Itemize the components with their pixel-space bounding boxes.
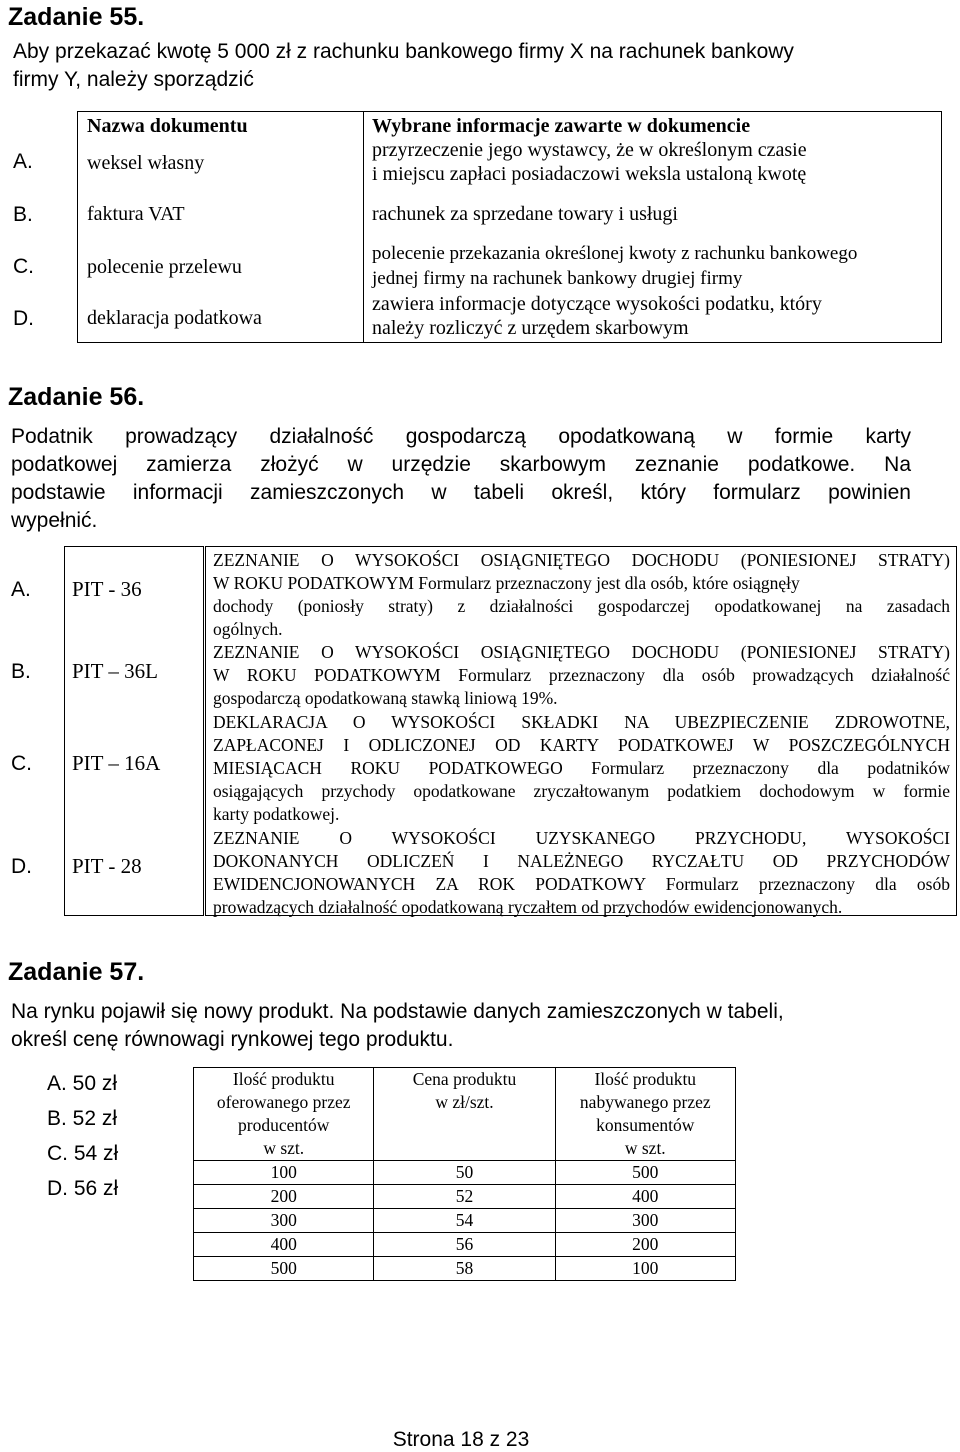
table-header-row [194, 1068, 736, 1161]
desc-line: dochody (poniosły straty) z działalności gospodarczej opodatkowanej na zasadach [213, 596, 950, 616]
desc-line: EWIDENCJONOWANYCH ZA ROK PODATKOWY Formularz przeznaczony dla osób [213, 874, 950, 894]
answer-a[interactable]: A. 50 zł [47, 1072, 118, 1095]
cell-demand: 400 [555, 1185, 735, 1209]
question-line: Podatnik prowadzący działalność gospodarczą opodatkowaną w formie karty [11, 425, 911, 448]
cell-supply: 300 [194, 1209, 374, 1233]
header-line: producentów [238, 1115, 330, 1135]
question-line: podstawie informacji zamieszczonych w tabeli określ, który formularz powinien [11, 481, 911, 504]
question-line: Aby przekazać kwotę 5 000 zł z rachunku bankowego firmy X na rachunek bankowy [13, 40, 794, 63]
cell-supply: 200 [194, 1185, 374, 1209]
info-line: i miejscu zapłaci posiadaczowi weksla ustaloną kwotę [372, 163, 807, 185]
option-b-letter[interactable]: B. [11, 660, 31, 683]
question-line: określ cenę równowagi rynkowej tego produktu. [11, 1028, 454, 1051]
desc-line: ZAPŁACONEJ I ODLICZONEJ OD KARTY PODATKOWEJ W POSZCZEGÓLNYCH [213, 735, 950, 755]
question-line: Na rynku pojawił się nowy produkt. Na podstawie danych zamieszczonych w tabeli, [11, 1000, 784, 1023]
table-row [194, 1257, 736, 1281]
option-a-letter[interactable]: A. [11, 578, 31, 601]
option-a-form: PIT - 36 [72, 577, 142, 601]
option-d-description [213, 827, 950, 919]
cell-demand: 100 [555, 1257, 735, 1281]
cell-price: 58 [374, 1257, 555, 1281]
task55-question [13, 38, 943, 94]
header-line: Cena produktu [412, 1069, 517, 1089]
header-line: konsumentów [596, 1115, 695, 1135]
header-line: nabywanego przez [579, 1092, 711, 1112]
desc-line: karty podatkowej. [213, 804, 340, 824]
option-b-description [213, 641, 950, 710]
market-table [193, 1067, 736, 1281]
table-row [194, 1209, 736, 1233]
option-b-form: PIT – 36L [72, 659, 158, 683]
option-d-document: deklaracja podatkowa [87, 307, 262, 329]
option-d-form: PIT - 28 [72, 854, 142, 878]
option-a-document: weksel własny [87, 152, 205, 174]
table-row [194, 1233, 736, 1257]
question-line: wypełnić. [11, 509, 98, 532]
option-d-letter[interactable]: D. [13, 307, 34, 330]
cell-price: 50 [374, 1161, 555, 1185]
info-line: polecenie przekazania określonej kwoty z rachunku bankowego [372, 243, 858, 264]
cell-price: 52 [374, 1185, 555, 1209]
header-line: w zł/szt. [435, 1092, 494, 1112]
desc-line: gospodarczą opodatkowaną stawką liniową 19%. [213, 688, 558, 708]
desc-line: osiągających przychody opodatkowane zryczałtowanym podatkiem dochodowym w formie [213, 781, 950, 801]
cell-price: 56 [374, 1233, 555, 1257]
question-line: firmy Y, należy sporządzić [13, 68, 254, 91]
desc-line: ogólnych. [213, 619, 283, 639]
desc-line: prowadzących działalność opodatkowaną ryczałtem od przychodów ewidencjonowanych. [213, 897, 843, 917]
header-price [374, 1068, 555, 1161]
desc-line: DOKONANYCH ODLICZEŃ I NALEŻNEGO RYCZAŁTU OD PRZYCHODÓW [213, 851, 950, 871]
option-c-document: polecenie przelewu [87, 256, 242, 278]
option-c-form: PIT – 16A [72, 751, 161, 775]
desc-line: DEKLARACJA O WYSOKOŚCI SKŁADKI NA UBEZPIECZENIE ZDROWOTNE, [213, 712, 950, 732]
cell-supply: 400 [194, 1233, 374, 1257]
desc-line: MIESIĄCACH ROKU PODATKOWEGO Formularz przeznaczony dla podatników [213, 758, 950, 778]
question-line: podatkowej zamierza złożyć w urzędzie skarbowym zeznanie podatkowe. Na [11, 453, 911, 476]
desc-line: ZEZNANIE O WYSOKOŚCI UZYSKANEGO PRZYCHODU, WYSOKOŚCI [213, 828, 950, 848]
option-c-description [213, 711, 950, 826]
answer-d[interactable]: D. 56 zł [47, 1177, 119, 1200]
header-line: w szt. [263, 1138, 305, 1158]
option-a-letter[interactable]: A. [13, 150, 33, 173]
option-d-letter[interactable]: D. [11, 855, 32, 878]
task55-heading: Zadanie 55. [8, 3, 145, 31]
option-c-info [372, 241, 857, 291]
task56-heading: Zadanie 56. [8, 383, 145, 411]
table-divider [363, 111, 364, 343]
answer-b[interactable]: B. 52 zł [47, 1107, 118, 1130]
table-row [194, 1185, 736, 1209]
option-a-description [213, 549, 950, 641]
header-line: Ilość produktu [232, 1069, 335, 1089]
task57-question [11, 998, 941, 1054]
page-number: Strona 18 z 23 [392, 1428, 530, 1451]
cell-price: 54 [374, 1209, 555, 1233]
option-c-letter[interactable]: C. [13, 255, 34, 278]
task57-heading: Zadanie 57. [8, 958, 145, 986]
desc-line: W ROKU PODATKOWYM Formularz przeznaczony jest dla osób, które osiągnęły [213, 573, 800, 593]
desc-line: W ROKU PODATKOWYM Formularz przeznaczony dla osób prowadzących działalność [213, 665, 950, 685]
header-line: oferowanego przez [216, 1092, 351, 1112]
header-line: w szt. [624, 1138, 666, 1158]
header-document-name: Nazwa dokumentu [87, 115, 248, 137]
option-d-info [372, 292, 822, 340]
info-line: zawiera informacje dotyczące wysokości podatku, który [372, 293, 822, 315]
info-line: jednej firmy na rachunek bankowy drugiej firmy [372, 268, 743, 289]
table-row [194, 1161, 736, 1185]
cell-supply: 500 [194, 1257, 374, 1281]
header-line: Ilość produktu [594, 1069, 697, 1089]
header-demand-quantity [555, 1068, 735, 1161]
option-b-info: rachunek za sprzedane towary i usługi [372, 203, 678, 225]
header-supply-quantity [194, 1068, 374, 1161]
cell-demand: 200 [555, 1233, 735, 1257]
option-a-info [372, 138, 807, 186]
option-b-document: faktura VAT [87, 203, 185, 225]
desc-line: ZEZNANIE O WYSOKOŚCI OSIĄGNIĘTEGO DOCHODU (PONIESIONEJ STRATY) [213, 550, 950, 570]
info-line: należy rozliczyć z urzędem skarbowym [372, 317, 689, 339]
cell-demand: 300 [555, 1209, 735, 1233]
info-line: przyrzeczenie jego wystawcy, że w określonym czasie [372, 139, 807, 161]
header-document-info: Wybrane informacje zawarte w dokumencie [372, 115, 751, 137]
task56-question [11, 423, 911, 535]
answer-c[interactable]: C. 54 zł [47, 1142, 119, 1165]
option-c-letter[interactable]: C. [11, 752, 32, 775]
cell-supply: 100 [194, 1161, 374, 1185]
desc-line: ZEZNANIE O WYSOKOŚCI OSIĄGNIĘTEGO DOCHODU (PONIESIONEJ STRATY) [213, 642, 950, 662]
option-b-letter[interactable]: B. [13, 203, 33, 226]
cell-demand: 500 [555, 1161, 735, 1185]
